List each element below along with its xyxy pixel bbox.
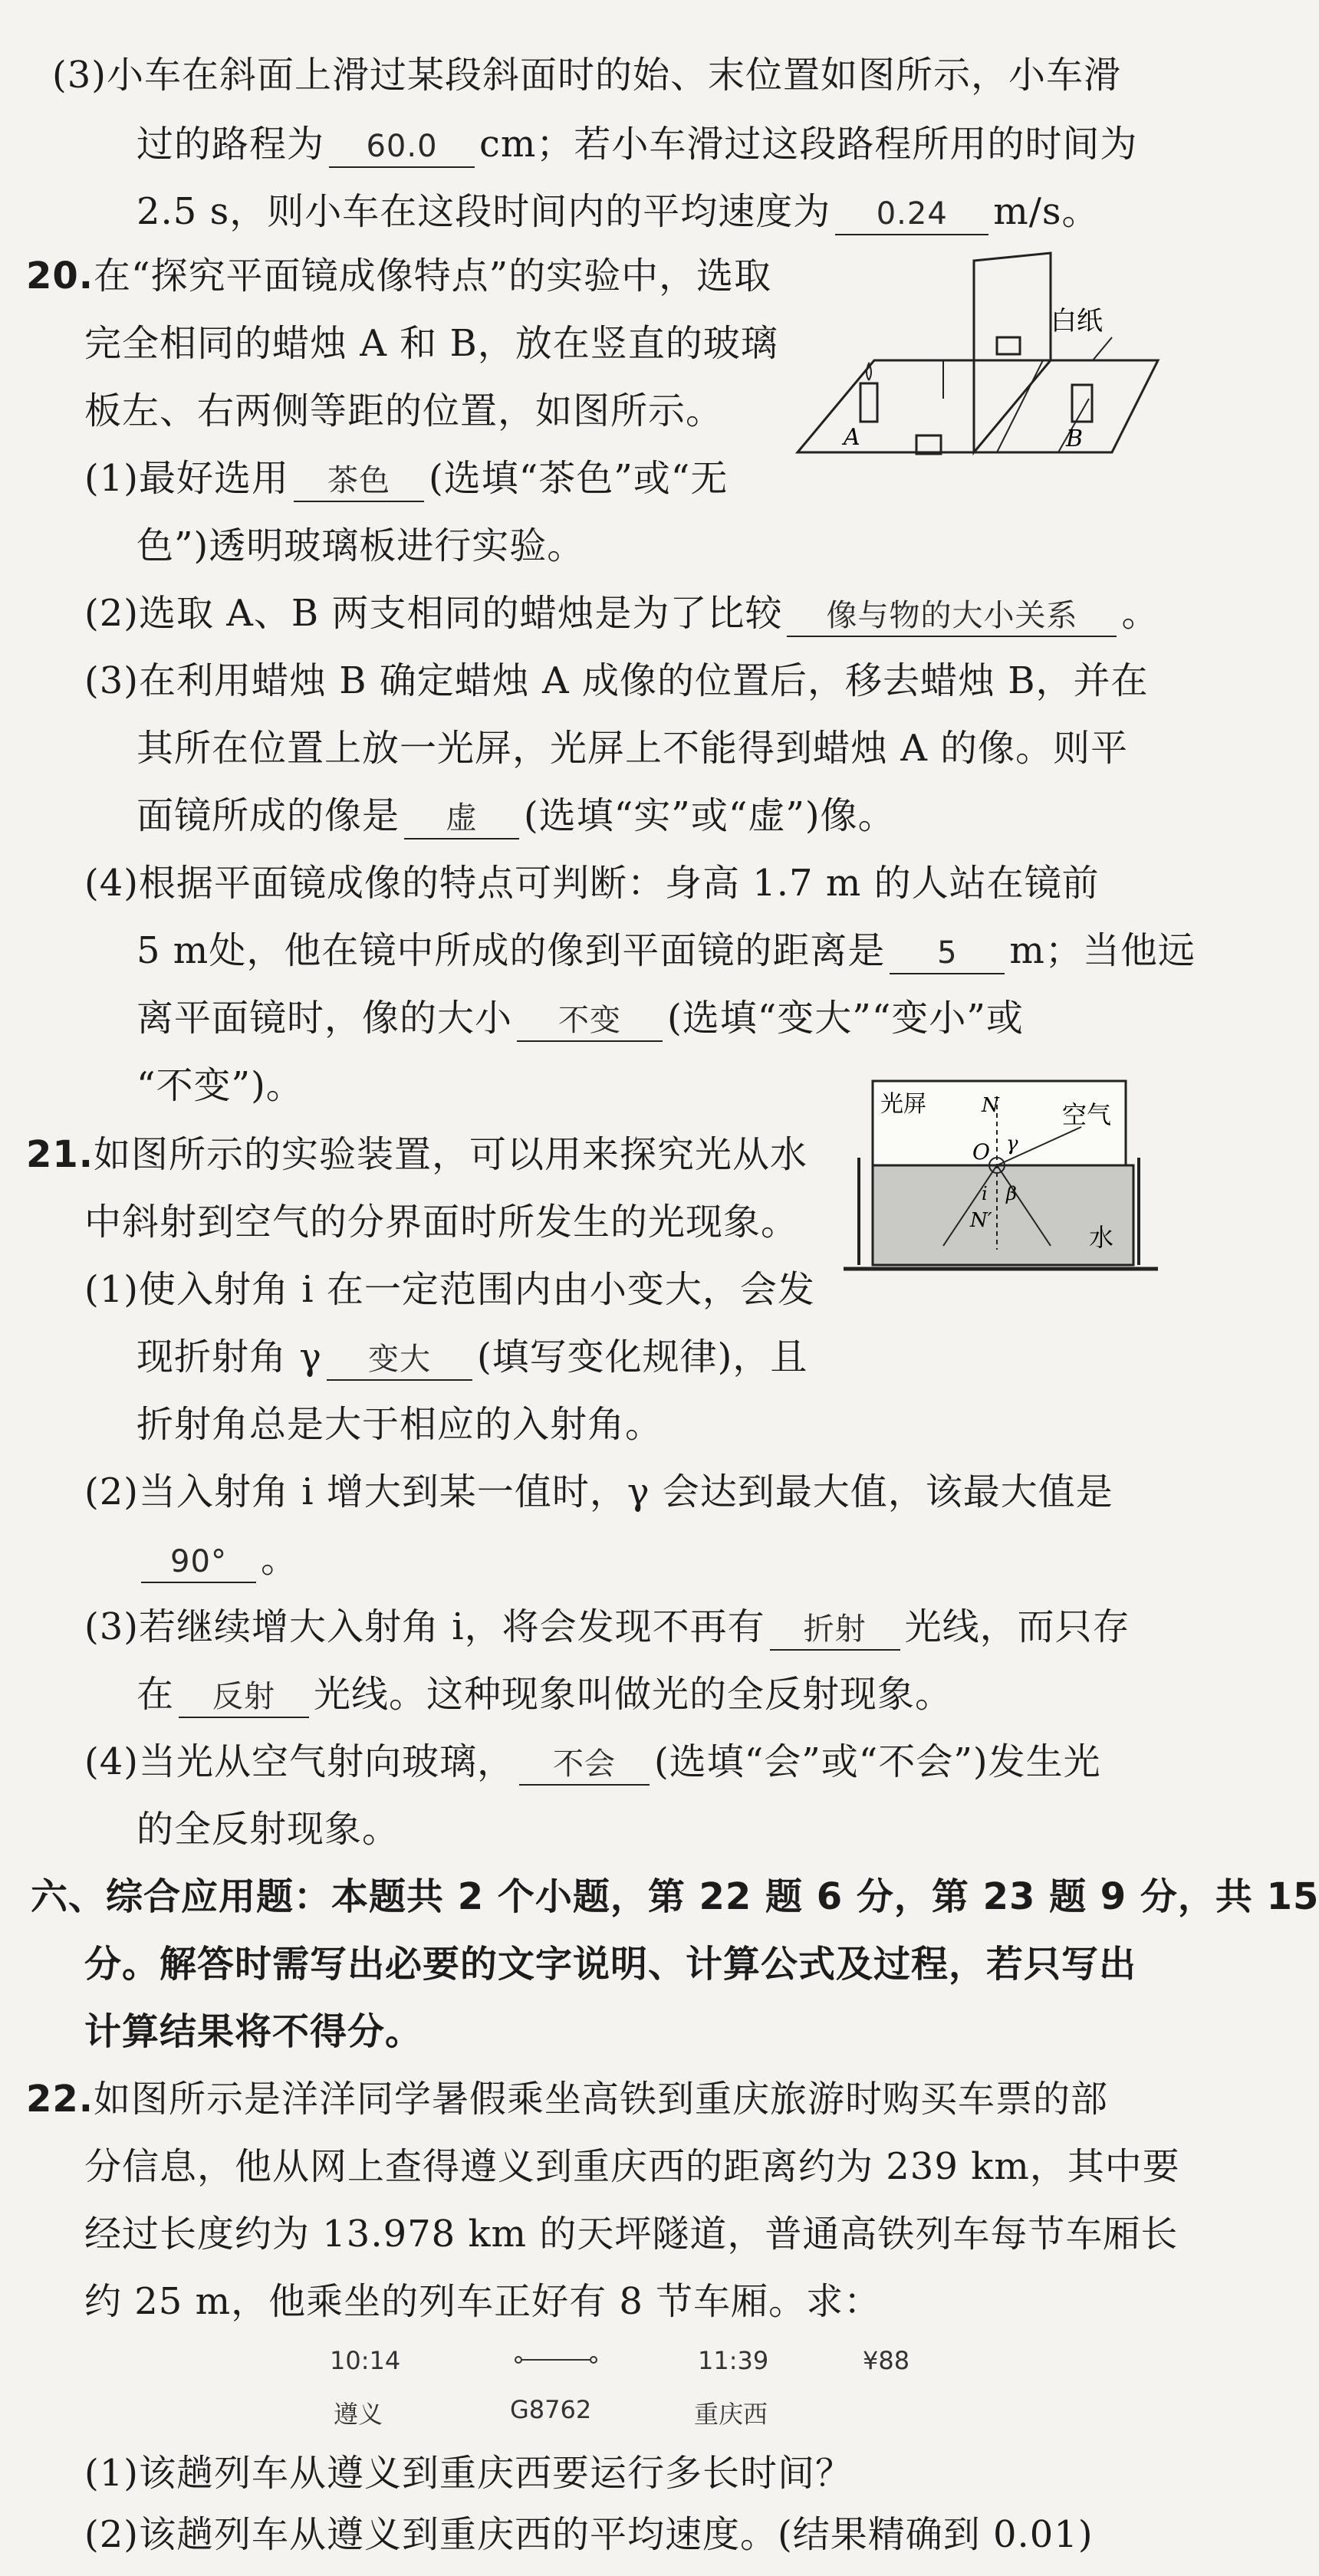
answer-blank: 反射 (179, 1677, 309, 1718)
air-label: 空气 (1062, 1100, 1112, 1129)
q19-part3-line1: (3)小车在斜面上滑过某段斜面时的始、末位置如图所示，小车滑 (52, 54, 1121, 97)
q21-part1-line3: 折射角总是大于相应的入射角。 (137, 1403, 663, 1446)
q22-part1: (1)该趟列车从遵义到重庆西要运行多长时间？ (84, 2452, 853, 2495)
section6-heading-line2: 分。解答时需写出必要的文字说明、计算公式及过程，若只写出 (84, 1943, 1137, 1986)
refraction-tank-figure (836, 1073, 1166, 1288)
q20-part3-line2: 其所在位置上放一光屏，光屏上不能得到蜡烛 A 的像。则平 (137, 727, 1129, 770)
question-number: 21. (26, 1133, 94, 1176)
departure-station: 遵义 (334, 2400, 383, 2429)
q20-part1-line1: (1)最好选用 茶色 (选填“茶色”或“无 (84, 455, 728, 502)
candle-a-label: A (844, 424, 860, 451)
glass-holder-back (997, 337, 1020, 354)
q20-part4-line1: (4)根据平面镜成像的特点可判断：身高 1.7 m 的人站在镜前 (84, 862, 1100, 905)
q20-part2: (2)选取 A、B 两支相同的蜡烛是为了比较 像与物的大小关系 。 (84, 590, 1159, 637)
section6-heading-line1: 六、综合应用题：本题共 2 个小题，第 22 题 6 分，第 23 题 9 分，共 15 (31, 1875, 1319, 1918)
arrival-station: 重庆西 (694, 2400, 768, 2429)
q20-part4-line2: 5 m处，他在镜中所成的像到平面镜的距离是 5 m；当他远 (137, 928, 1196, 974)
answer-blank: 虚 (404, 798, 519, 840)
answer-blank: 变大 (327, 1339, 472, 1381)
normal-n-label: N (982, 1094, 999, 1117)
question-number: 22. (26, 2078, 94, 2121)
q19-part3-line3: 2.5 s，则小车在这段时间内的平均速度为 0.24 m/s。 (137, 189, 1100, 235)
candle-b-label: B (1066, 426, 1084, 452)
answer-blank: 不变 (517, 1001, 663, 1042)
gamma-label: γ (1006, 1132, 1018, 1155)
q21-stem-line2: 中斜射到空气的分界面时所发生的光现象。 (84, 1201, 799, 1244)
q22-part2: (2)该趟列车从遵义到重庆西的平均速度。(结果精确到 0.01) (84, 2513, 1094, 2556)
q21-part3-line1: (3)若继续增大入射角 i，将会发现不再有 折射 光线，而只存 (84, 1604, 1130, 1651)
normal-n-prime-label: N′ (970, 1209, 992, 1232)
q20-part4-line3: 离平面镜时，像的大小 不变 (选填“变大”“变小”或 (137, 995, 1024, 1042)
answer-blank: 不会 (519, 1744, 650, 1786)
q21-part2-line1: (2)当入射角 i 增大到某一值时，γ 会达到最大值，该最大值是 (84, 1470, 1113, 1513)
q22-stem-line2: 分信息，他从网上查得遵义到重庆西的距离约为 239 km，其中要 (84, 2145, 1180, 2188)
arrival-time: 11:39 (698, 2346, 769, 2375)
q21-part4-line1: (4)当光从空气射向玻璃， 不会 (选填“会”或“不会”)发生光 (84, 1739, 1101, 1786)
beta-label: β (1006, 1183, 1017, 1204)
answer-blank: 90° (141, 1542, 256, 1583)
q22-stem-line4: 约 25 m，他乘坐的列车正好有 8 节车厢。求： (84, 2280, 882, 2323)
q20-part3-line1: (3)在利用蜡烛 B 确定蜡烛 A 成像的位置后，移去蜡烛 B，并在 (84, 659, 1149, 702)
answer-blank: 茶色 (294, 461, 424, 502)
train-number: G8762 (510, 2395, 592, 2424)
candle-b (1072, 385, 1092, 422)
q20-stem-line1: 20.在“探究平面镜成像特点”的实验中，选取 (26, 255, 772, 297)
q21-stem-line1: 21.如图所示的实验装置，可以用来探究光从水 (26, 1133, 808, 1176)
light-screen-label: 光屏 (880, 1091, 926, 1118)
q20-part1-line2: 色”)透明玻璃板进行实验。 (137, 524, 585, 567)
ticket-price: ¥88 (863, 2346, 910, 2375)
q20-part4-line4: “不变”)。 (137, 1064, 304, 1107)
q20-stem-line3: 板左、右两侧等距的位置，如图所示。 (84, 389, 724, 432)
q21-part2-line2: 90° 。 (137, 1536, 298, 1583)
answer-blank: 5 (890, 933, 1005, 974)
q22-stem-line1: 22.如图所示是洋洋同学暑假乘坐高铁到重庆旅游时购买车票的部 (26, 2078, 1109, 2121)
q19-part3-line2: 过的路程为 60.0 cm；若小车滑过这段路程所用的时间为 (137, 121, 1137, 168)
angle-i-label: i (982, 1183, 988, 1204)
point-o-label: O (972, 1139, 990, 1165)
glass-holder-front (916, 435, 941, 454)
answer-blank: 像与物的大小关系 (787, 596, 1117, 637)
candle-a (860, 383, 877, 422)
q22-stem-line3: 经过长度约为 13.978 km 的天坪隧道，普通高铁列车每节车厢长 (84, 2213, 1179, 2256)
water-label: 水 (1089, 1223, 1114, 1252)
answer-blank: 折射 (770, 1609, 900, 1651)
q21-part3-line2: 在 反射 光线。这种现象叫做光的全反射现象。 (137, 1671, 952, 1718)
route-arrow-icon (514, 2352, 598, 2367)
answer-blank: 60.0 (329, 127, 475, 168)
q20-part3-line3: 面镜所成的像是 虚 (选填“实”或“虚”)像。 (137, 793, 896, 840)
question-number: 20. (26, 255, 94, 297)
q21-part1-line1: (1)使入射角 i 在一定范围内由小变大，会发 (84, 1268, 815, 1311)
answer-blank: 0.24 (835, 194, 988, 235)
white-paper-label: 白纸 (1051, 306, 1103, 337)
departure-time: 10:14 (330, 2346, 401, 2375)
q20-stem-line2: 完全相同的蜡烛 A 和 B，放在竖直的玻璃 (84, 322, 778, 365)
mirror-experiment-figure (790, 245, 1166, 468)
q21-part1-line2: 现折射角 γ 变大 (填写变化规律)，且 (137, 1334, 808, 1381)
q21-part4-line2: 的全反射现象。 (137, 1808, 400, 1851)
section6-heading-line3: 计算结果将不得分。 (84, 2010, 423, 2053)
